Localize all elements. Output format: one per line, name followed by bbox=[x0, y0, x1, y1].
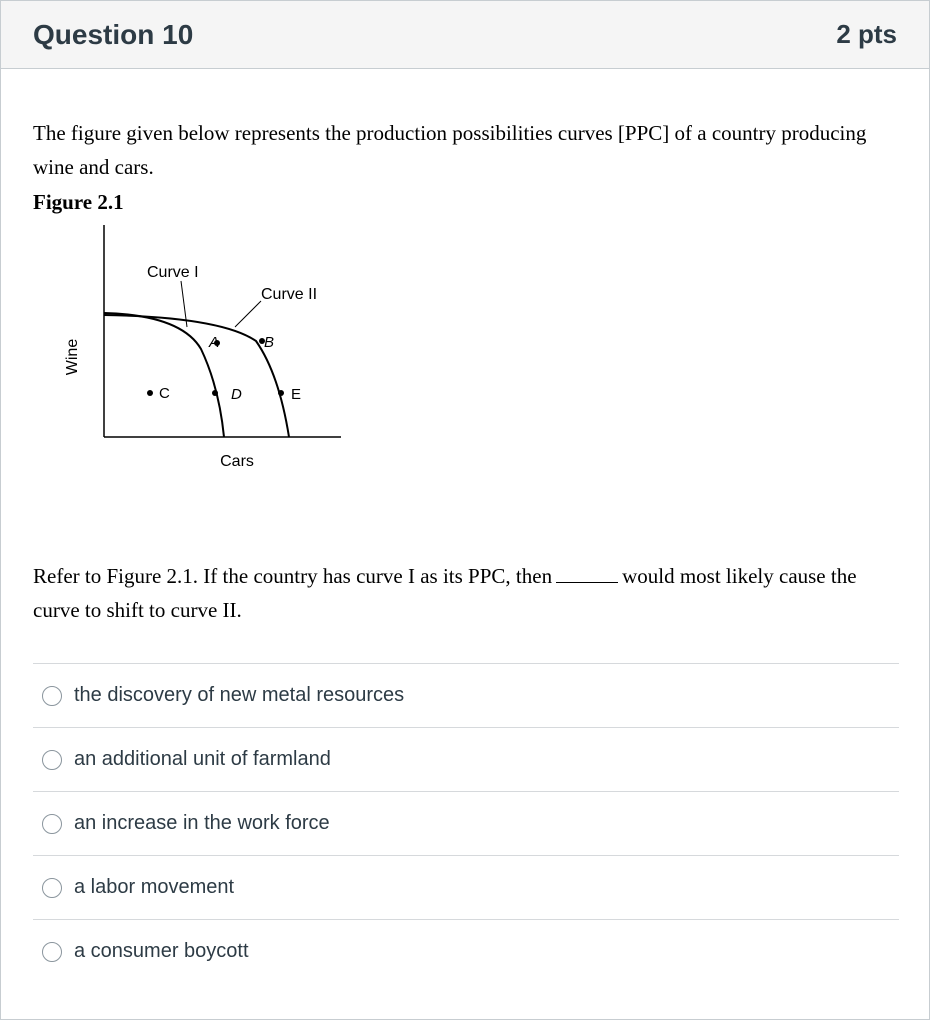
intro-text: The figure given below represents the production possibilities curves [PPC] of a country producing wine and cars. bbox=[33, 121, 867, 179]
point-c bbox=[147, 390, 153, 396]
radio-button[interactable] bbox=[42, 878, 62, 898]
question-before-blank: Refer to Figure 2.1. If the country has curve I as its PPC, then bbox=[33, 564, 553, 588]
radio-button[interactable] bbox=[42, 686, 62, 706]
answer-label: an increase in the work force bbox=[74, 812, 330, 834]
question-points: 2 pts bbox=[836, 19, 897, 49]
ppc-figure bbox=[21, 219, 341, 479]
point-c-label: C bbox=[159, 385, 170, 402]
curve-2-label: Curve II bbox=[261, 286, 318, 303]
answer-option[interactable] bbox=[33, 727, 899, 791]
question-title: Question 10 bbox=[33, 18, 194, 50]
question-text bbox=[33, 559, 893, 627]
radio-button[interactable] bbox=[42, 750, 62, 770]
answer-option[interactable] bbox=[33, 855, 899, 919]
figure-label: Figure 2.1 bbox=[33, 190, 124, 214]
answer-list bbox=[33, 663, 899, 983]
radio-button[interactable] bbox=[42, 814, 62, 834]
answer-blank bbox=[556, 562, 618, 583]
radio-button[interactable] bbox=[42, 942, 62, 962]
point-a-label: A bbox=[209, 334, 220, 351]
y-axis-label: Wine bbox=[64, 338, 81, 376]
x-axis-label: Cars bbox=[220, 453, 254, 470]
answer-label: a consumer boycott bbox=[74, 940, 249, 962]
point-d-label: D bbox=[231, 386, 242, 403]
question-after-blank: would most likely cause the curve to shift to curve II. bbox=[33, 564, 857, 622]
answer-label: the discovery of new metal resources bbox=[74, 684, 405, 706]
point-e-label: E bbox=[291, 386, 302, 403]
curve-2 bbox=[104, 315, 289, 437]
curve-1-label: Curve I bbox=[147, 264, 199, 281]
point-b-label: B bbox=[264, 334, 275, 351]
answer-label: a labor movement bbox=[74, 876, 235, 898]
curve-1 bbox=[104, 313, 224, 437]
answer-option[interactable] bbox=[33, 919, 899, 983]
point-e bbox=[278, 390, 284, 396]
answer-label: an additional unit of farmland bbox=[74, 748, 331, 770]
answer-option[interactable] bbox=[33, 663, 899, 727]
curve-2-leader bbox=[235, 301, 261, 327]
answer-option[interactable] bbox=[33, 791, 899, 855]
question-header bbox=[1, 1, 929, 69]
point-d bbox=[212, 390, 218, 396]
